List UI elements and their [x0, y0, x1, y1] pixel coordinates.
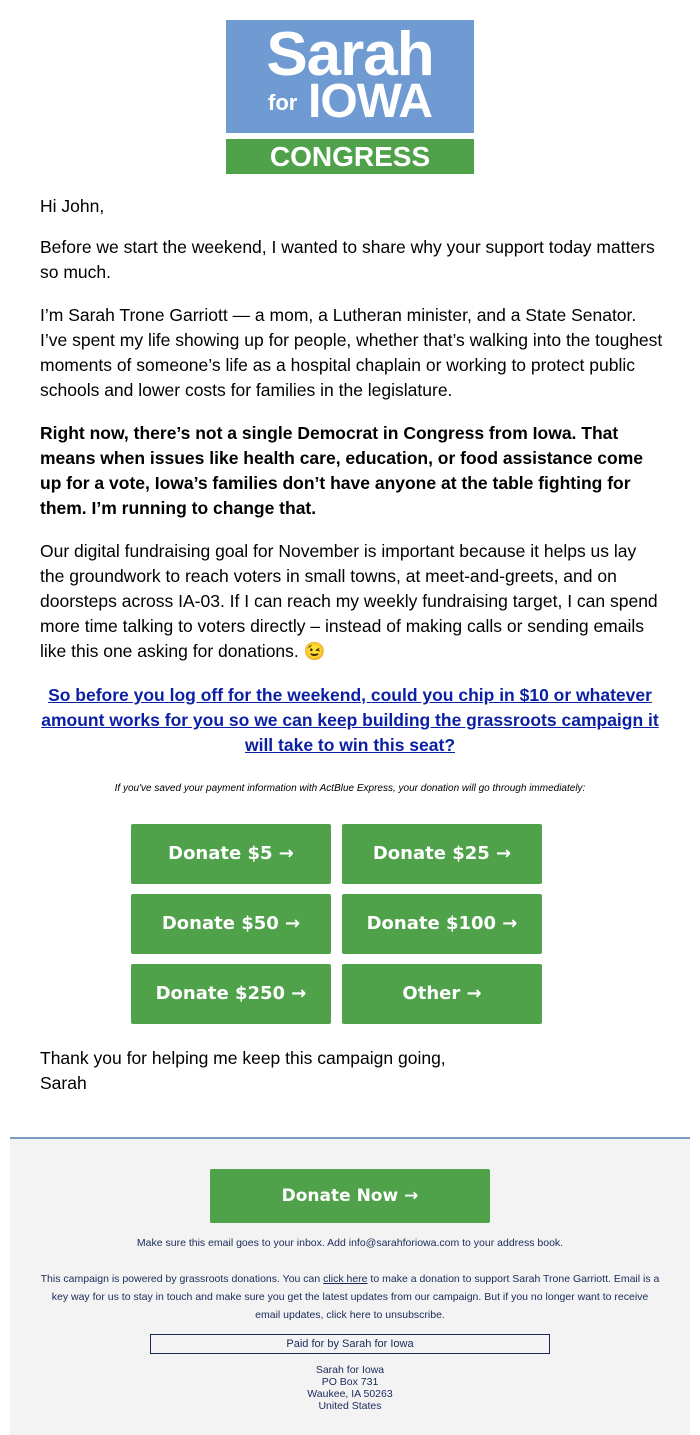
paragraph-goal: Our digital fundraising goal for November is important because it helps us lay the groundwork to reach voters in small towns, at meet-and-greets, and on doorsteps across IA-03. If I can reach my weekly fundraising target, I can spend more time talking to voters directly – instead of making calls or sending emails like this one asking for donations. 😉: [40, 541, 658, 661]
address-line: Sarah for Iowa: [315, 1364, 385, 1376]
greeting: Hi John,: [40, 196, 105, 216]
address-line: United States: [318, 1400, 382, 1412]
donate-25-button[interactable]: Donate $25 →: [342, 824, 542, 884]
address-line: Waukee, IA 50263: [307, 1388, 393, 1400]
logo-blue-panel: [226, 20, 474, 133]
inbox-note: Make sure this email goes to your inbox. Add info@sarahforiowa.com to your address book.: [136, 1237, 564, 1249]
paragraph-bold: Right now, there’s not a single Democrat in Congress from Iowa. That means when issues like health care, education, or food assistance come up for a vote, Iowa’s families don’t have anyone at the table fighting for them. I’m running to change that.: [40, 423, 643, 518]
donate-50-button[interactable]: Donate $50 →: [131, 894, 331, 954]
logo-state: IOWA: [308, 75, 432, 128]
signoff-block: [40, 1046, 446, 1096]
donate-now-button[interactable]: Donate Now →: [210, 1169, 490, 1223]
powered-text-before: This campaign is powered by grassroots donations. You can: [40, 1273, 324, 1285]
logo-name: Sarah: [266, 20, 434, 89]
paid-for-box: Paid for by Sarah for Iowa: [150, 1334, 550, 1354]
donate-250-button[interactable]: Donate $250 →: [131, 964, 331, 1024]
click-here-link[interactable]: click here: [323, 1273, 368, 1285]
donate-100-button[interactable]: Donate $100 →: [342, 894, 542, 954]
actblue-note: If you've saved your payment information with ActBlue Express, your donation will go through immediately:: [114, 783, 586, 794]
signoff-text: Thank you for helping me keep this campaign going,: [40, 1048, 446, 1068]
signature: Sarah: [40, 1073, 87, 1093]
donate-other-button[interactable]: Other →: [342, 964, 542, 1024]
chip-in-link[interactable]: So before you log off for the weekend, could you chip in $10 or whatever amount works for you so we can keep building the grassroots campaign it will take to win this seat?: [41, 685, 659, 755]
paragraph-bio: I’m Sarah Trone Garriott — a mom, a Lutheran minister, and a State Senator. I’ve spent my life showing up for people, whether that’s walking into the toughest moments of someone’s life as a hospital chaplain or working to protect public schools and lower costs for families in the legislature.: [40, 305, 663, 400]
campaign-logo: [226, 20, 474, 174]
address-line: PO Box 731: [321, 1376, 379, 1388]
powered-text-after: to make a donation to support Sarah Trone Garriott. Email is a key way for us to stay in touch and make sure you get the latest updates from our campaign. But if you no longer want to receive email updates, click here to unsubscribe.: [51, 1273, 660, 1321]
logo-office: CONGRESS: [226, 139, 474, 174]
donate-5-button[interactable]: Donate $5 →: [131, 824, 331, 884]
mailing-address: [200, 1364, 500, 1412]
paragraph-intro: Before we start the weekend, I wanted to share why your support today matters so much.: [40, 237, 655, 282]
logo-for: for: [268, 90, 298, 115]
powered-note: [40, 1270, 660, 1324]
